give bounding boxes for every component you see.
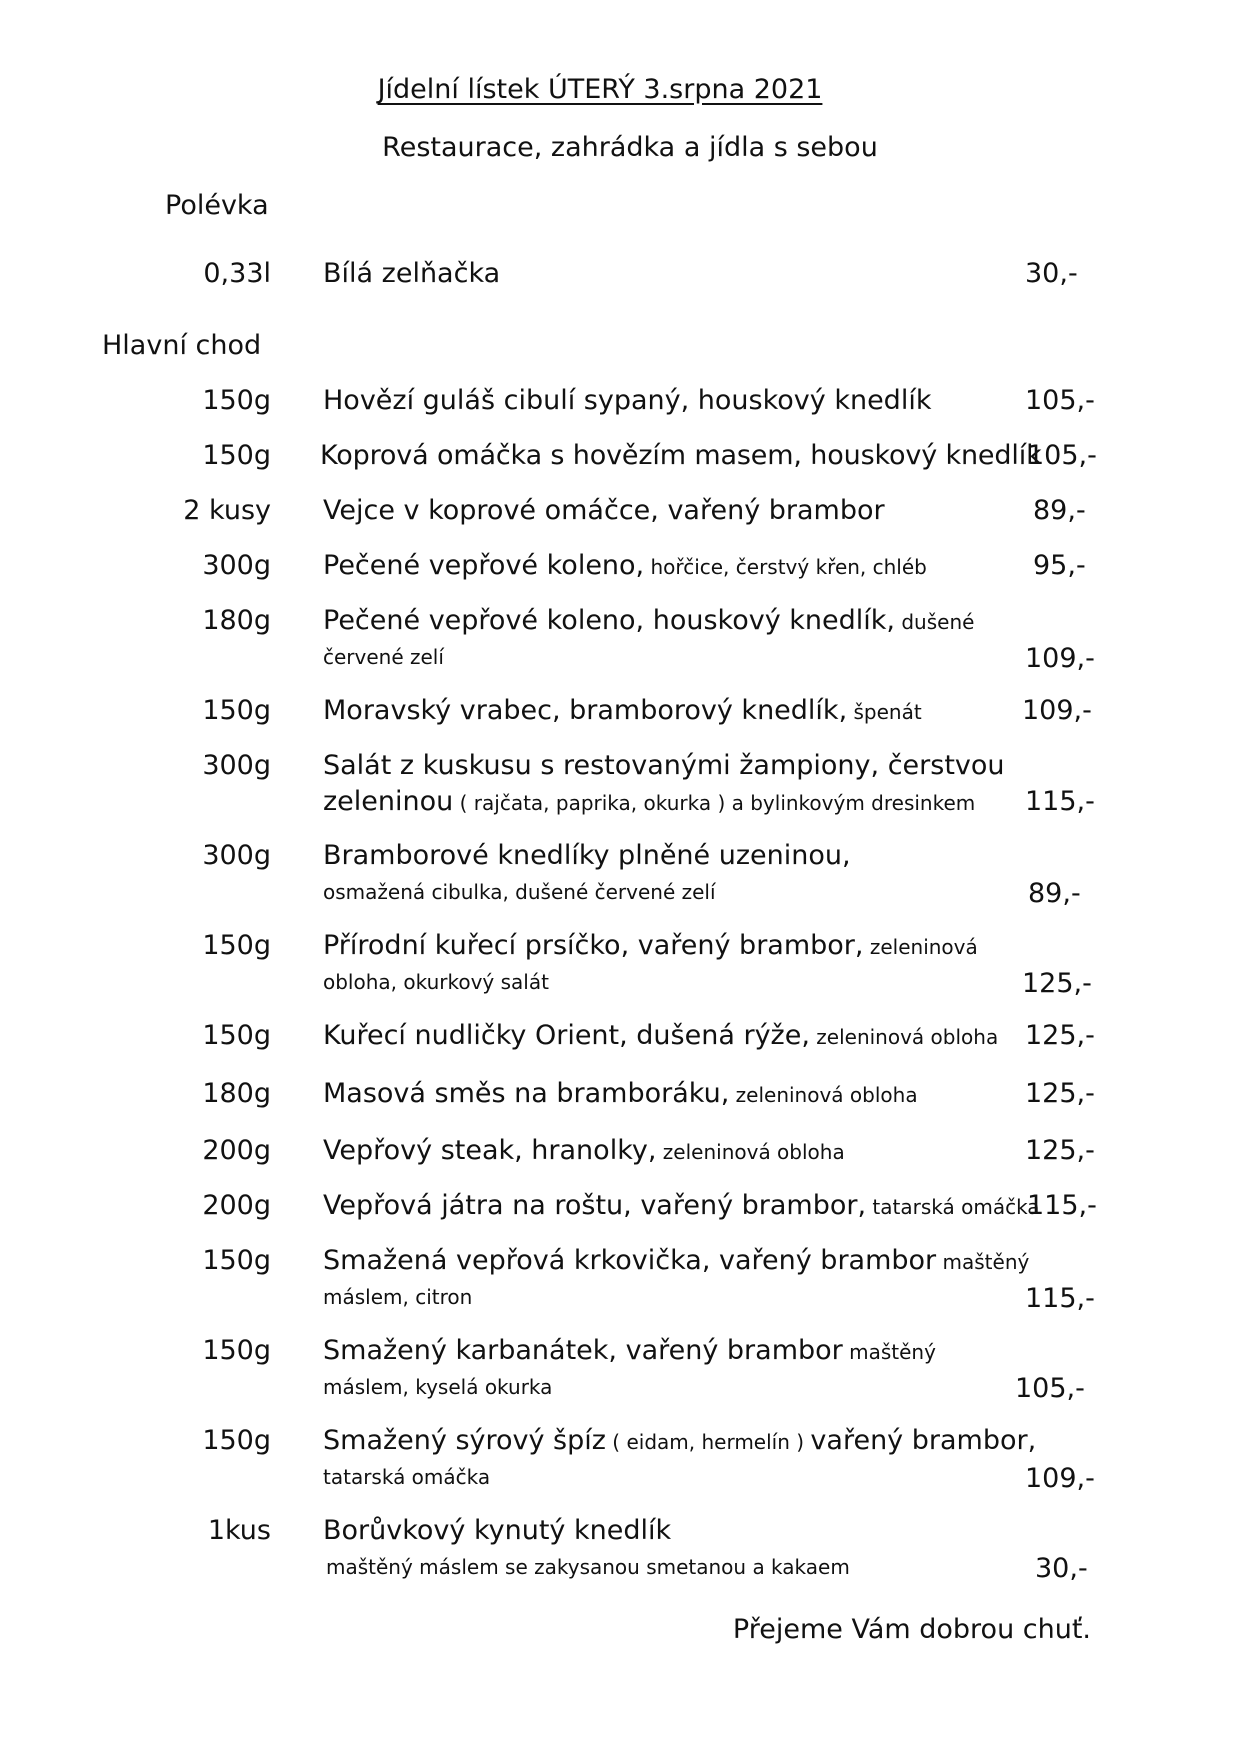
closing-message: Přejeme Vám dobrou chuť. <box>732 1614 1091 1645</box>
item-quantity: 180g <box>202 1078 271 1109</box>
item-main-text: Smažený karbanátek, vařený brambor <box>323 1335 843 1366</box>
item-main-text: Bramborové knedlíky plněné uzeninou, <box>323 840 851 871</box>
item-main-text: Přírodní kuřecí prsíčko, vařený brambor, <box>323 930 864 961</box>
item-description: máslem, kyselá okurka <box>323 1375 553 1399</box>
item-main-text: Koprová omáčka s hovězím masem, houskový knedlík <box>320 440 1042 471</box>
item-quantity: 150g <box>202 930 271 961</box>
item-quantity: 150g <box>202 1020 271 1051</box>
item-price: 30,- <box>1035 1553 1088 1584</box>
item-name <box>323 495 885 526</box>
item-main-text: Hovězí guláš cibulí sypaný, houskový knedlík <box>323 385 932 416</box>
item-side-text: maštěný <box>842 1340 936 1364</box>
item-main-text: Salát z kuskusu s restovanými žampiony, čerstvou <box>323 750 1005 781</box>
item-main-text: Borůvkový kynutý knedlík <box>323 1515 672 1546</box>
item-price: 125,- <box>1025 1020 1095 1051</box>
item-name <box>323 1078 918 1109</box>
item-main-text: Vepřový steak, hranolky, <box>323 1135 657 1166</box>
item-side-text: zeleninová <box>863 935 978 959</box>
item-price: 115,- <box>1025 1283 1095 1314</box>
item-quantity: 300g <box>202 840 271 871</box>
item-name <box>323 550 927 581</box>
item-quantity: 200g <box>202 1135 271 1166</box>
item-price: 125,- <box>1025 1135 1095 1166</box>
item-quantity: 150g <box>202 385 271 416</box>
item-quantity: 150g <box>202 695 271 726</box>
item-description: červené zelí <box>323 645 444 669</box>
item-side-text: dušené <box>894 610 975 634</box>
item-description: obloha, okurkový salát <box>323 970 549 994</box>
item-price: 109,- <box>1025 1463 1095 1494</box>
item-quantity: 150g <box>202 1245 271 1276</box>
item-name <box>323 840 851 871</box>
item-quantity: 1kus <box>207 1515 271 1546</box>
item-name <box>323 1515 671 1546</box>
item-side-text: maštěný <box>936 1250 1030 1274</box>
item-name <box>323 695 922 726</box>
item-description: maštěný máslem se zakysanou smetanou a kakaem <box>326 1555 850 1579</box>
item-main-text: Masová směs na bramboráku, <box>323 1078 730 1109</box>
item-price: 89,- <box>1033 495 1086 526</box>
item-quantity: 0,33l <box>203 258 271 289</box>
item-name <box>323 1020 998 1051</box>
item-quantity: 150g <box>202 1335 271 1366</box>
item-name <box>323 1335 936 1366</box>
item-description: máslem, citron <box>323 1285 473 1309</box>
item-main-text-cont: zeleninou <box>323 786 454 817</box>
item-main-text: Vejce v koprové omáčce, vařený brambor <box>323 495 885 526</box>
item-quantity: 180g <box>202 605 271 636</box>
item-description <box>323 786 975 817</box>
item-name <box>323 385 931 416</box>
item-price: 125,- <box>1025 1078 1095 1109</box>
section-heading-soup: Polévka <box>165 190 269 221</box>
item-side-text: ( rajčata, paprika, okurka ) a bylinkovým dresinkem <box>453 791 976 815</box>
item-quantity: 200g <box>202 1190 271 1221</box>
item-price: 105,- <box>1027 440 1097 471</box>
item-quantity: 150g <box>202 440 271 471</box>
item-side-text: ( eidam, hermelín ) <box>605 1430 811 1454</box>
item-side-text: špenát <box>847 700 922 724</box>
item-price: 95,- <box>1033 550 1086 581</box>
item-main-text: Kuřecí nudličky Orient, dušená rýže, <box>323 1020 810 1051</box>
item-side-text: hořčice, čerstvý křen, chléb <box>644 555 927 579</box>
item-side-text: tatarská omáčka <box>866 1195 1040 1219</box>
item-price: 89,- <box>1028 878 1081 909</box>
item-main-text: Vepřová játra na roštu, vařený brambor, <box>323 1190 867 1221</box>
item-price: 109,- <box>1025 643 1095 674</box>
item-side-text: zeleninová obloha <box>729 1083 918 1107</box>
item-quantity: 300g <box>202 750 271 781</box>
item-price: 115,- <box>1025 786 1095 817</box>
item-quantity: 300g <box>202 550 271 581</box>
menu-subtitle: Restaurace, zahrádka a jídla s sebou <box>382 132 878 163</box>
item-price: 109,- <box>1022 695 1092 726</box>
section-heading-main: Hlavní chod <box>102 330 262 361</box>
item-price: 105,- <box>1025 385 1095 416</box>
item-name <box>323 1190 1040 1221</box>
item-name <box>323 1135 845 1166</box>
item-price: 115,- <box>1027 1190 1097 1221</box>
item-name: Bílá zelňačka <box>323 258 501 289</box>
item-main-text: Pečené vepřové koleno, houskový knedlík, <box>323 605 895 636</box>
item-quantity: 2 kusy <box>183 495 271 526</box>
item-main-text: Smažená vepřová krkovička, vařený brambor <box>323 1245 937 1276</box>
item-description: tatarská omáčka <box>323 1465 491 1489</box>
item-name <box>323 930 978 961</box>
item-price: 30,- <box>1025 258 1078 289</box>
item-main-text: Smažený sýrový špíz <box>323 1425 606 1456</box>
menu-title: Jídelní lístek ÚTERÝ 3.srpna 2021 <box>377 74 823 105</box>
item-main-text: Moravský vrabec, bramborový knedlík, <box>323 695 848 726</box>
item-name <box>323 1245 1029 1276</box>
item-side-text: zeleninová obloha <box>809 1025 999 1049</box>
item-main-text-cont: vařený brambor, <box>810 1425 1037 1456</box>
item-name <box>323 750 1005 781</box>
item-name <box>323 605 974 636</box>
item-price: 125,- <box>1022 968 1092 999</box>
item-main-text: Pečené vepřové koleno, <box>323 550 645 581</box>
item-quantity: 150g <box>202 1425 271 1456</box>
item-name <box>320 440 1042 471</box>
item-side-text: zeleninová obloha <box>656 1140 845 1164</box>
item-description: osmažená cibulka, dušené červené zelí <box>323 880 716 904</box>
item-name <box>323 1425 1036 1456</box>
item-price: 105,- <box>1015 1373 1085 1404</box>
